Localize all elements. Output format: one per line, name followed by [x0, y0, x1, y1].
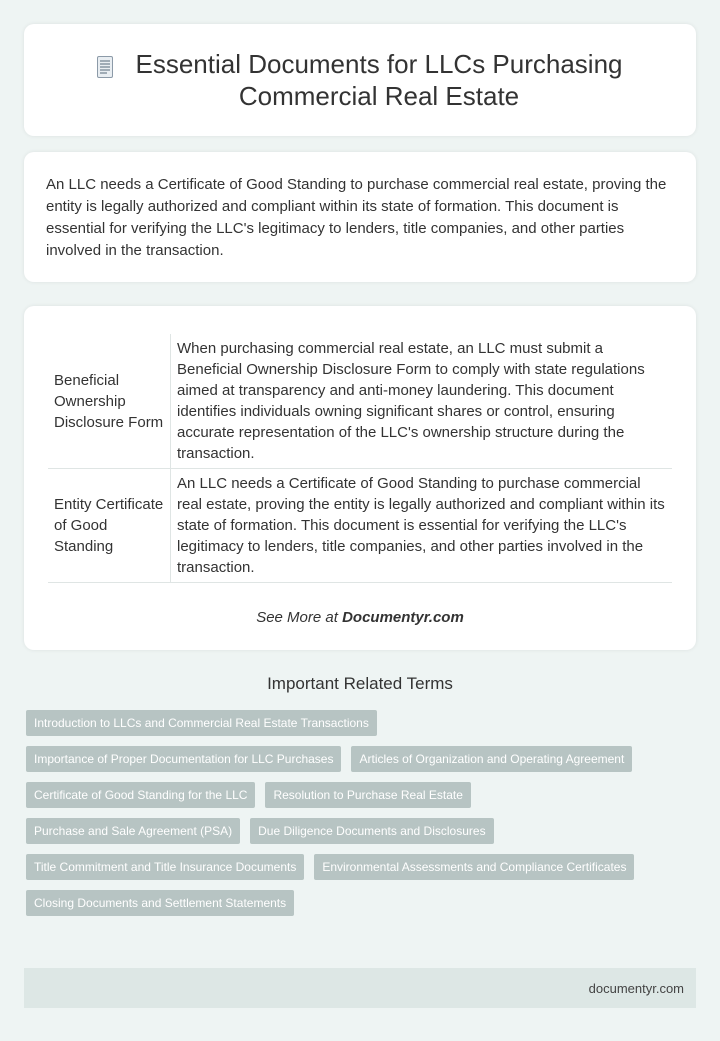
- related-term-tag[interactable]: Introduction to LLCs and Commercial Real Estate Transactions: [26, 710, 377, 736]
- see-more-brand: Documentyr.com: [342, 609, 464, 626]
- document-term: Entity Certificate of Good Standing: [48, 469, 171, 583]
- related-term-tag[interactable]: Articles of Organization and Operating Agreement: [351, 746, 632, 772]
- footer-site-link[interactable]: documentyr.com: [588, 980, 684, 996]
- intro-card: [24, 152, 696, 282]
- related-term-tag[interactable]: Resolution to Purchase Real Estate: [265, 782, 470, 808]
- document-description: When purchasing commercial real estate, an LLC must submit a Beneficial Ownership Disclosure Form to comply with state regulations aimed at transparency and anti-money laundering. This document identifies individuals owning significant shares or control, ensuring accurate representation of the LLC's ownership structure during the transaction.: [171, 334, 673, 469]
- see-more-link[interactable]: [48, 609, 672, 626]
- related-term-tag[interactable]: Purchase and Sale Agreement (PSA): [26, 818, 240, 844]
- document-icon: [97, 56, 113, 78]
- related-term-tag[interactable]: Importance of Proper Documentation for LLC Purchases: [26, 746, 341, 772]
- table-row: [48, 469, 672, 583]
- documents-card: [24, 306, 696, 650]
- page-title: [135, 48, 622, 112]
- documents-table: [48, 334, 672, 583]
- document-term: Beneficial Ownership Disclosure Form: [48, 334, 171, 469]
- page-title-line-1: Essential Documents for LLCs Purchasing: [135, 49, 623, 79]
- related-terms-list: [26, 710, 698, 926]
- intro-paragraph: An LLC needs a Certificate of Good Standing to purchase commercial real estate, proving the entity is legally authorized and compliant within its state of formation. This document is essential for verifying the LLC's legitimacy to lenders, title companies, and other parties involved in the transaction.: [46, 176, 667, 259]
- related-term-tag[interactable]: Due Diligence Documents and Disclosures: [250, 818, 493, 844]
- related-term-tag[interactable]: Closing Documents and Settlement Statements: [26, 890, 294, 916]
- title-wrap: [97, 48, 622, 112]
- footer: [24, 968, 696, 1008]
- related-term-tag[interactable]: Certificate of Good Standing for the LLC: [26, 782, 255, 808]
- related-term-tag[interactable]: Environmental Assessments and Compliance Certificates: [314, 854, 634, 880]
- see-more-prefix: See More at: [256, 609, 343, 626]
- related-term-tag[interactable]: Title Commitment and Title Insurance Documents: [26, 854, 304, 880]
- page-title-line-2: Commercial Real Estate: [238, 81, 520, 111]
- table-row: [48, 334, 672, 469]
- related-terms-heading: Important Related Terms: [267, 674, 453, 693]
- title-card: [24, 24, 696, 136]
- document-description: An LLC needs a Certificate of Good Standing to purchase commercial real estate, proving the entity is legally authorized and compliant within its state of formation. This document is essential for verifying the LLC's legitimacy to lenders, title companies, and other parties involved in the transaction.: [171, 469, 673, 583]
